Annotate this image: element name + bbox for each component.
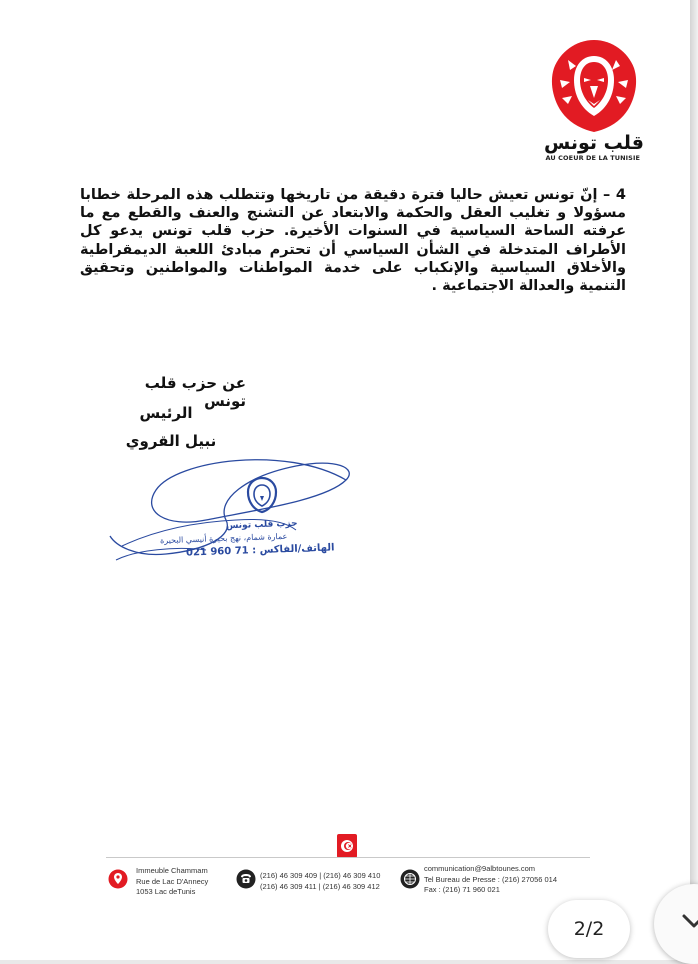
footer-phone-line: (216) 46 309 409 | (216) 46 309 410 xyxy=(260,871,381,880)
party-logo xyxy=(544,36,644,162)
footer-email: communication@9albtounes.com xyxy=(424,864,536,873)
footer-address-line: Immeuble Chammam xyxy=(136,866,208,875)
footer-address-line: 1053 Lac deTunis xyxy=(136,887,196,896)
footer-phone-line: (216) 46 309 411 | (216) 46 309 412 xyxy=(260,881,380,891)
page-indicator: 2/2 xyxy=(548,900,630,958)
chevron-down-icon xyxy=(654,884,698,964)
logo-name-ar: قلب تونس xyxy=(544,132,644,154)
signature-name: نبيل القروي xyxy=(125,432,217,450)
statement-paragraph: 4 – إنّ تونس تعيش حاليا فترة دقيقة من تاريخها وتتطلب هذه المرحلة خطابا مسؤولا و تغليب العقل والحكمة والابتعاد عن التشنج والعنف والقطع مع ما عرفته الساحة السياسية في السنوات الأخيرة. حزب قلب تونس يدعو كل الأطراف المتدخلة في الشأن السياسي أن تحترم مبادئ اللعبة الديمقراطية والأخلاق السياسية والإنكباب على خدمة المواطنات والمواطنين وتحقيق التنمية والعدالة الاجتماعية . xyxy=(80,187,626,295)
location-pin-icon xyxy=(108,869,128,889)
tunisia-flag-icon xyxy=(336,833,358,859)
globe-icon xyxy=(400,869,420,889)
footer-fax: Fax : (216) 71 960 021 xyxy=(424,885,500,894)
footer-address-line: Rue de Lac D'Annecy xyxy=(136,876,209,886)
footer-divider xyxy=(106,857,590,858)
footer-phones xyxy=(260,871,380,892)
lion-logo-icon xyxy=(546,36,642,136)
stamp-phone: الهاتف/الفاكس : 71 960 021 xyxy=(185,542,335,559)
signature-title: الرئيس xyxy=(139,404,193,422)
page-edge-shadow xyxy=(690,0,698,960)
footer-address xyxy=(136,866,208,898)
stamp-party-name: حزب قلب تونس xyxy=(225,518,298,532)
stamp-address: عمارة شمام، نهج بحيرة أنيسي البحيرة xyxy=(159,531,288,546)
scroll-down-button[interactable] xyxy=(654,884,698,964)
footer-contact xyxy=(424,864,557,896)
phone-icon xyxy=(236,869,256,889)
signature-on-behalf: عن حزب قلب تونس xyxy=(144,374,246,410)
footer-press-phone: Tel Bureau de Presse : (216) 27056 014 xyxy=(424,874,558,884)
logo-subtitle: AU COEUR DE LA TUNISIE xyxy=(545,154,640,162)
